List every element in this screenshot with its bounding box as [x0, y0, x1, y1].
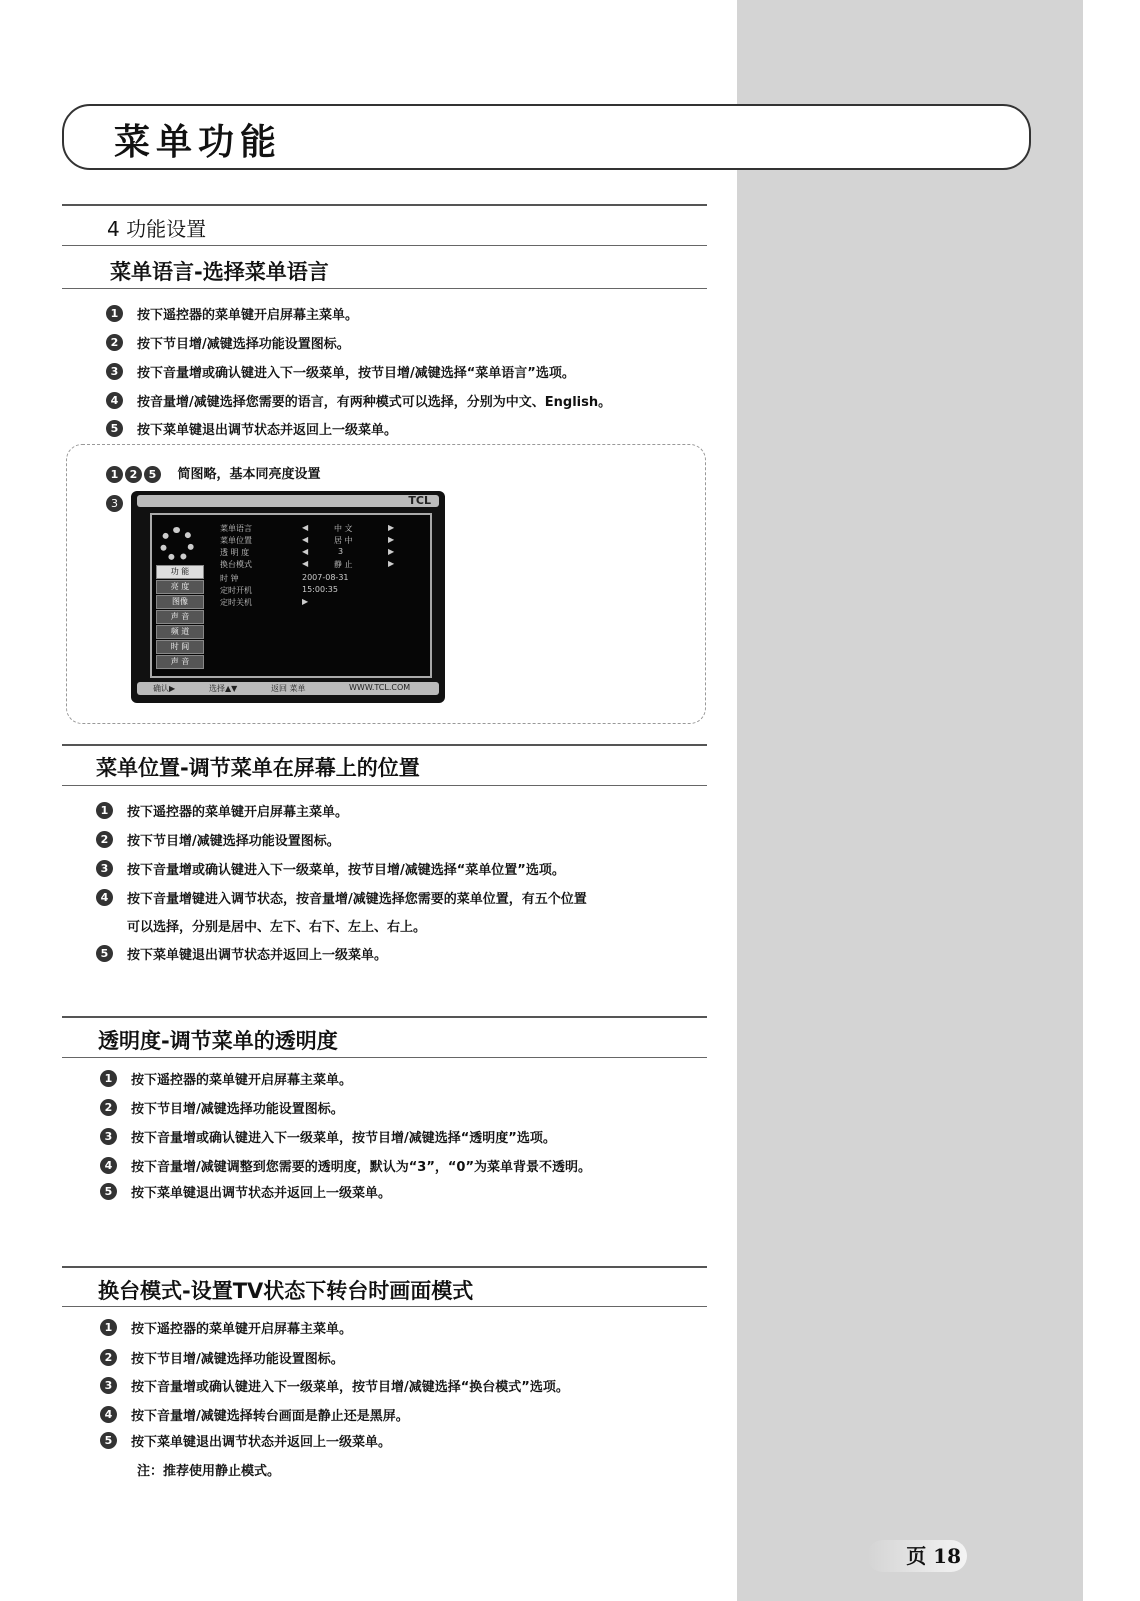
- step-item: 1 按下遥控器的菜单键开启屏幕主菜单。: [106, 304, 358, 323]
- step-item: 1 按下遥控器的菜单键开启屏幕主菜单。: [100, 1318, 352, 1337]
- tv-row-label: 定时开机: [220, 586, 252, 595]
- tv-row-label: 时 钟: [220, 574, 239, 583]
- tv-row-value: 3: [338, 547, 344, 556]
- tv-row-label: 定时关机: [220, 598, 252, 607]
- divider: [62, 744, 707, 746]
- step-number: 5: [106, 420, 123, 437]
- step-number: 1: [100, 1319, 117, 1336]
- tv-side-item: 声 音: [156, 655, 204, 669]
- tv-row-arrow-right: ▶: [388, 535, 395, 544]
- tv-menu-panel: [150, 513, 432, 678]
- step-number: 5: [96, 945, 113, 962]
- step-item: 4 按音量增/减键选择您需要的语言，有两种模式可以选择，分别为中文、English。: [106, 391, 611, 410]
- section-label: 4 功能设置: [107, 217, 207, 241]
- tv-bottom-bar: [137, 682, 439, 695]
- divider: [62, 1057, 707, 1058]
- tv-side-item: 图像: [156, 595, 204, 609]
- step-number: 1: [106, 466, 123, 483]
- step-item: 1 按下遥控器的菜单键开启屏幕主菜单。: [100, 1069, 352, 1088]
- tv-row-arrow-left: ◀: [302, 559, 309, 568]
- tv-row-value: 静 止: [334, 560, 353, 569]
- step-number: 1: [96, 802, 113, 819]
- step-number: 2: [106, 334, 123, 351]
- step-item: 4 按下音量增/减键选择转台画面是静止还是黑屏。: [100, 1405, 409, 1424]
- step-item: 2 按下节目增/减键选择功能设置图标。: [100, 1348, 344, 1367]
- step-number: 3: [106, 363, 123, 380]
- tv-row-arrow-left: ◀: [302, 547, 309, 556]
- divider: [62, 1016, 707, 1018]
- step-number: 3: [100, 1377, 117, 1394]
- tv-side-item: 时 间: [156, 640, 204, 654]
- tv-row-label: 透 明 度: [220, 548, 250, 557]
- tv-side-item: 频 道: [156, 625, 204, 639]
- step-number: 3: [106, 495, 123, 512]
- tv-brand-logo: TCL: [408, 494, 431, 507]
- tv-row-arrow-left: ▶: [302, 597, 309, 606]
- step-number: 4: [106, 392, 123, 409]
- tv-row-label: 菜单语言: [220, 524, 252, 533]
- tv-row-arrow-right: ▶: [388, 547, 395, 556]
- divider: [62, 245, 707, 246]
- step-item: 1 按下遥控器的菜单键开启屏幕主菜单。: [96, 801, 348, 820]
- step-number: 4: [100, 1157, 117, 1174]
- divider: [62, 1266, 707, 1268]
- page-title: 菜单功能: [114, 121, 283, 163]
- tv-row-arrow-left: ◀: [302, 535, 309, 544]
- step-item: 2 按下节目增/减键选择功能设置图标。: [96, 830, 340, 849]
- tv-row-arrow-right: ▶: [388, 523, 395, 532]
- tv-row-value: 居 中: [334, 536, 353, 545]
- section-title-menu-language: 菜单语言-选择菜单语言: [110, 260, 329, 284]
- tv-hint-confirm: 确认▶: [153, 684, 176, 693]
- tv-side-item: 声 音: [156, 610, 204, 624]
- divider: [62, 288, 707, 289]
- tv-hint-select: 选择▲▼: [209, 684, 238, 693]
- step-number: 2: [100, 1099, 117, 1116]
- tv-side-item: 亮 度: [156, 580, 204, 594]
- tv-row-arrow-right: ▶: [388, 559, 395, 568]
- step-number: 1: [106, 305, 123, 322]
- step-item: 5 按下菜单键退出调节状态并返回上一级菜单。: [100, 1182, 391, 1201]
- step-item: 5 按下菜单键退出调节状态并返回上一级菜单。: [100, 1431, 391, 1450]
- page-header: [62, 104, 1031, 170]
- step-item: 3 按下音量增或确认键进入下一级菜单，按节目增/减键选择“菜单位置”选项。: [96, 859, 565, 878]
- step-continuation: 可以选择，分别是居中、左下、右下、左上、右上。: [127, 920, 427, 935]
- step-item: 3 按下音量增或确认键进入下一级菜单，按节目增/减键选择“换台模式”选项。: [100, 1376, 569, 1395]
- gear-icon: [160, 527, 194, 561]
- tv-row-value: 15:00:35: [302, 585, 338, 594]
- step-number: 5: [144, 466, 161, 483]
- divider: [62, 204, 707, 206]
- step-number: 2: [125, 466, 142, 483]
- side-gray-panel: [737, 0, 1083, 1601]
- step-number: 4: [100, 1406, 117, 1423]
- tv-hint-return: 返回 菜单: [271, 684, 306, 693]
- tv-row-value: 2007-08-31: [302, 573, 349, 582]
- step-number: 2: [96, 831, 113, 848]
- figure-caption: [106, 463, 321, 483]
- step-item: 3 按下音量增或确认键进入下一级菜单，按节目增/减键选择“菜单语言”选项。: [106, 362, 575, 381]
- divider: [62, 1306, 707, 1307]
- step-number: 3: [100, 1128, 117, 1145]
- section-title-channel-mode: 换台模式-设置TV状态下转台时画面模式: [98, 1279, 474, 1303]
- note-text: 注：推荐使用静止模式。: [137, 1464, 281, 1479]
- step-item: 2 按下节目增/减键选择功能设置图标。: [100, 1098, 344, 1117]
- tv-row-label: 菜单位置: [220, 536, 252, 545]
- tv-row-label: 换台模式: [220, 560, 252, 569]
- tv-url: WWW.TCL.COM: [349, 683, 411, 692]
- step-number: 1: [100, 1070, 117, 1087]
- tv-top-bar: [137, 495, 439, 507]
- step-number: 5: [100, 1432, 117, 1449]
- section-title-transparency: 透明度-调节菜单的透明度: [98, 1029, 338, 1053]
- page-number: 页 18: [867, 1540, 967, 1572]
- divider: [62, 785, 707, 786]
- tv-side-item: 功 能: [156, 565, 204, 579]
- step-item: 5 按下菜单键退出调节状态并返回上一级菜单。: [106, 419, 397, 438]
- tv-row-value: 中 文: [334, 524, 353, 533]
- step-item: 4 按下音量增键进入调节状态，按音量增/减键选择您需要的菜单位置，有五个位置: [96, 888, 587, 907]
- tv-row-arrow-left: ◀: [302, 523, 309, 532]
- step-item: 4 按下音量增/减键调整到您需要的透明度，默认为“3”，“0”为菜单背景不透明。: [100, 1156, 591, 1175]
- step-number: 4: [96, 889, 113, 906]
- step-item: 5 按下菜单键退出调节状态并返回上一级菜单。: [96, 944, 387, 963]
- step-item: 3 按下音量增或确认键进入下一级菜单，按节目增/减键选择“透明度”选项。: [100, 1127, 556, 1146]
- section-title-menu-position: 菜单位置-调节菜单在屏幕上的位置: [96, 756, 420, 780]
- step-number: 2: [100, 1349, 117, 1366]
- step-item: 2 按下节目增/减键选择功能设置图标。: [106, 333, 350, 352]
- tv-menu-screenshot: [131, 491, 445, 703]
- step-number: 3: [96, 860, 113, 877]
- step-number: 5: [100, 1183, 117, 1200]
- figure-caption-text: 简图略，基本同亮度设置: [177, 467, 321, 482]
